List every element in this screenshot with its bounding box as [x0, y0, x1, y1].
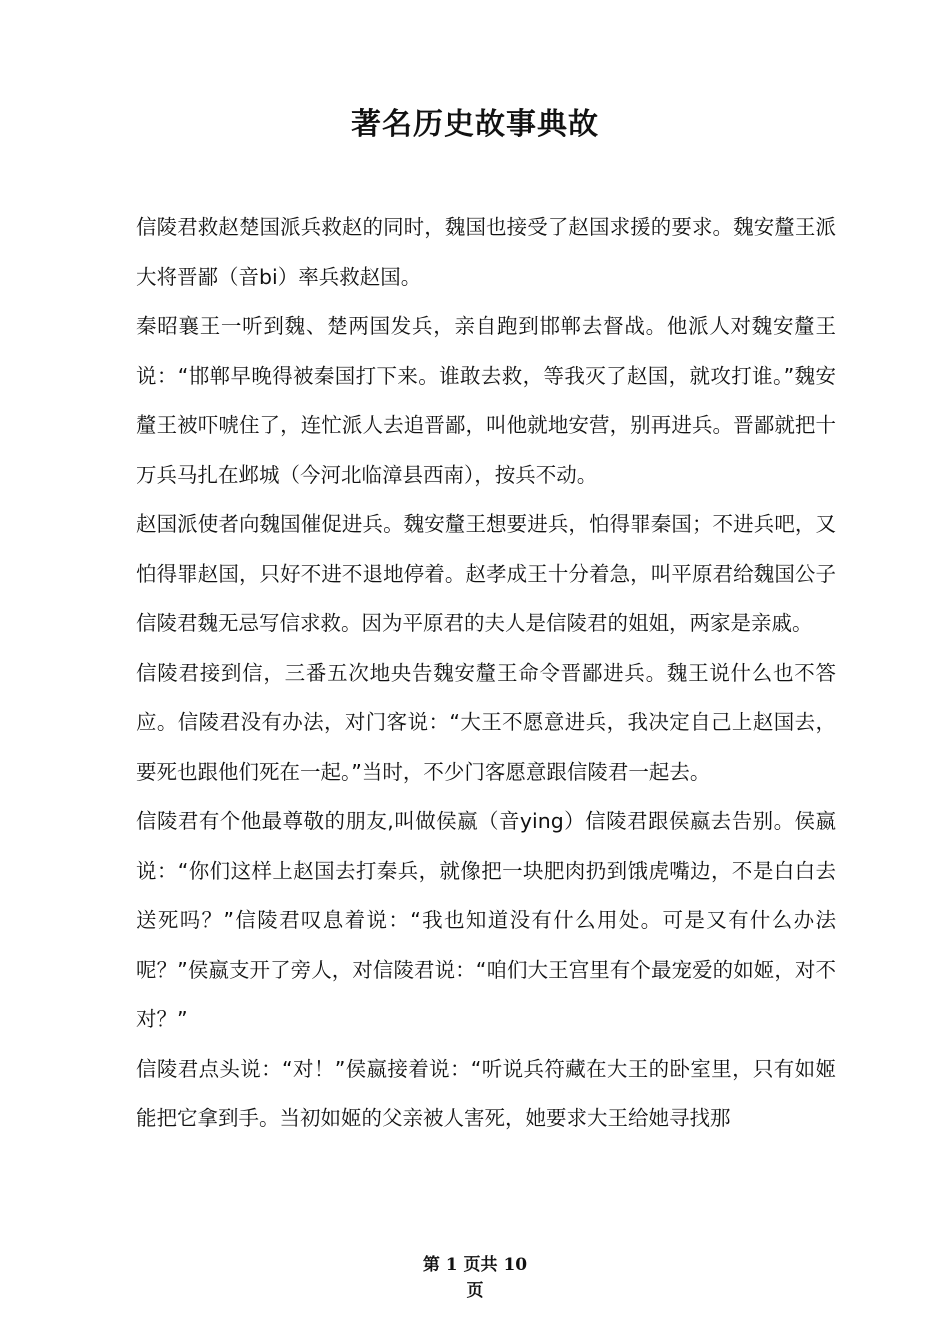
document-title: 著名历史故事典故: [351, 107, 599, 142]
paragraph-3: 赵国派使者向魏国催促进兵。魏安釐王想要进兵，怕得罪秦国；不进兵吧，又怕得罪赵国，只好不进不退地停着。赵孝成王十分着急，叫平原君给魏国公子信陵君魏无忌写信求救。因为平原君的夫人是信陵君的姐姐，两家是亲戚。: [136, 512, 836, 635]
paragraph-4: 信陵君接到信，三番五次地央告魏安釐王命令晋鄙进兵。魏王说什么也不答应。信陵君没有办法，对门客说：“大王不愿意进兵，我决定自己上赵国去，要死也跟他们死在一起。”当时，不少门客愿意跟信陵君一起去。: [136, 660, 836, 784]
page-number-footer: [395, 1252, 555, 1304]
page-number-line-1: 第 1 页共 10: [422, 1255, 528, 1275]
paragraph-2: 秦昭襄王一听到魏、楚两国发兵，亲自跑到邯郸去督战。他派人对魏安釐王说：“邯郸早晚得被秦国打下来。谁敢去救，等我灭了赵国，就攻打谁。”魏安釐王被吓唬住了，连忙派人去追晋鄙，叫他就地安营，别再进兵。晋鄙就把十万兵马扎在邺城（今河北临漳县西南），按兵不动。: [136, 314, 836, 487]
document-body: [136, 203, 836, 1144]
paragraph-1: 信陵君救赵楚国派兵救赵的同时，魏国也接受了赵国求援的要求。魏安釐王派大将晋鄙（音bi）率兵救赵国。: [136, 215, 836, 289]
paragraph-6: 信陵君点头说：“对！”侯嬴接着说：“听说兵符藏在大王的卧室里，只有如姬能把它拿到手。当初如姬的父亲被人害死，她要求大王给她寻找那: [136, 1056, 836, 1130]
paragraph-5: 信陵君有个他最尊敬的朋友,叫做侯嬴（音ying）信陵君跟侯嬴去告别。侯嬴说：“你们这样上赵国去打秦兵，就像把一块肥肉扔到饿虎嘴边，不是白白去送死吗？”信陵君叹息着说：“我也知道没有什么用处。可是又有什么办法呢？”侯嬴支开了旁人，对信陵君说：“咱们大王宫里有个最宠爱的如姬，对不对？”: [136, 809, 836, 1031]
page-number-line-2: 页: [466, 1281, 484, 1301]
